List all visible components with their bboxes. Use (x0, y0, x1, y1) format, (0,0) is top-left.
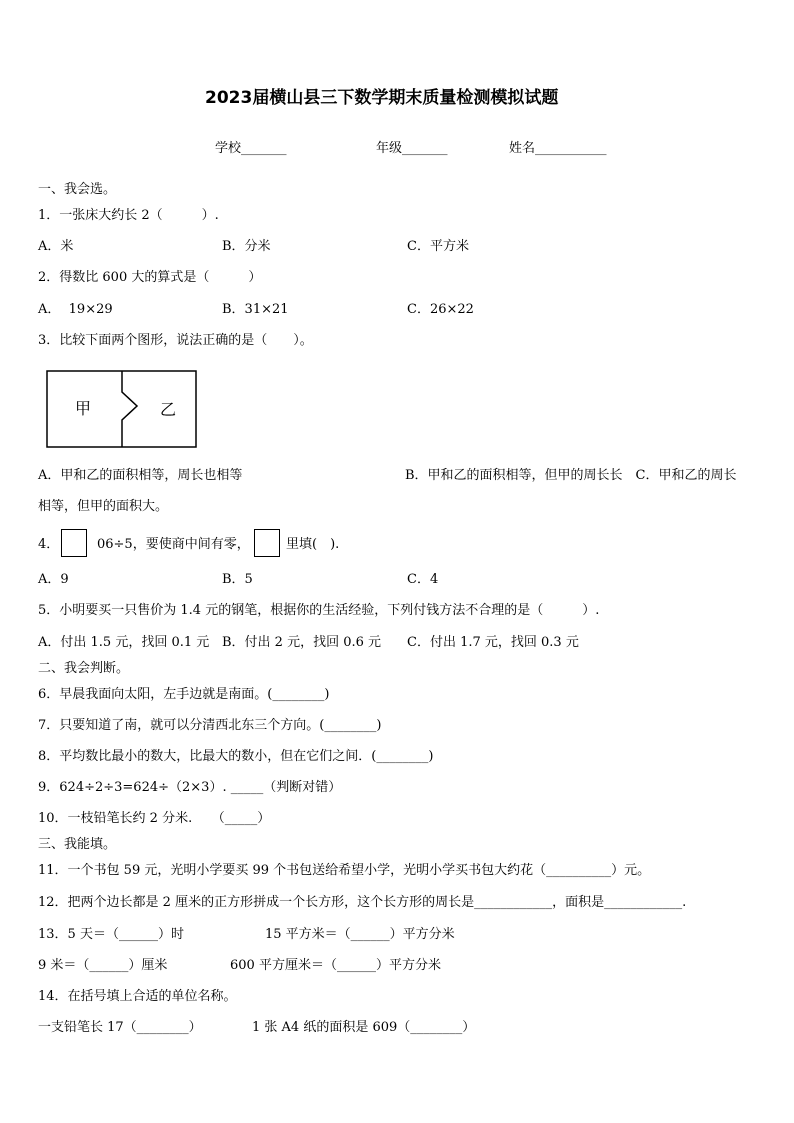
q4-option-a[interactable]: A．9 (38, 572, 69, 587)
q4-blank-box-2[interactable] (254, 529, 280, 557)
section-heading-choice: 一、我会选。 (38, 182, 117, 197)
question-4-end: 里填( ). (286, 537, 340, 552)
section-heading-judge: 二、我会判断。 (38, 661, 130, 676)
question-4-number: 4． (38, 537, 60, 552)
page-title: 2023届横山县三下数学期末质量检测模拟试题 (205, 88, 559, 108)
q4-option-b[interactable]: B．5 (222, 572, 253, 587)
q3-option-c-continued: 相等，但甲的面积大。 (38, 499, 169, 514)
question-9: 9．624÷2÷3=624÷（2×3）. _____（判断对错） (38, 780, 342, 795)
school-field[interactable]: 学校_______ (215, 141, 287, 156)
grade-field[interactable]: 年级_______ (376, 141, 448, 156)
question-7: 7．只要知道了南，就可以分清西北东三个方向。(________) (38, 718, 382, 733)
q5-option-c[interactable]: C．付出 1.7 元，找回 0.3 元 (407, 635, 579, 650)
section-heading-fill: 三、我能填。 (38, 837, 117, 852)
question-13-a: 13．5 天＝（______）时 (38, 927, 184, 942)
question-12: 12．把两个边长都是 2 厘米的正方形拼成一个长方形，这个长方形的周长是____________，面积是____________. (38, 895, 687, 910)
question-10: 10．一枝铅笔长约 2 分米. （_____） (38, 811, 271, 826)
q3-option-a[interactable]: A．甲和乙的面积相等，周长也相等 (38, 468, 243, 483)
q2-option-c[interactable]: C．26×22 (407, 302, 474, 317)
q2-option-a[interactable]: A． 19×29 (38, 302, 113, 317)
q4-option-c[interactable]: C．4 (407, 572, 439, 587)
question-13-d: 600 平方厘米＝（______）平方分米 (230, 958, 441, 973)
question-13-c: 9 米＝（______）厘米 (38, 958, 168, 973)
rectangle-split-diagram (46, 370, 197, 448)
question-1: 1．一张床大约长 2（ ）. (38, 208, 219, 223)
question-14: 14．在括号填上合适的单位名称。 (38, 989, 237, 1004)
question-11: 11．一个书包 59 元，光明小学要买 99 个书包送给希望小学，光明小学买书包大约花（__________）元。 (38, 863, 651, 878)
question-14-b: 1 张 A4 纸的面积是 609（________） (252, 1020, 476, 1035)
q5-option-a[interactable]: A．付出 1.5 元，找回 0.1 元 (38, 635, 210, 650)
q2-option-b[interactable]: B．31×21 (222, 302, 289, 317)
q1-option-a[interactable]: A．米 (38, 239, 74, 254)
q1-option-b[interactable]: B．分米 (222, 239, 271, 254)
question-3: 3．比较下面两个图形，说法正确的是（ ）。 (38, 333, 313, 348)
question-4-text: 06÷5，要使商中间有零， (97, 537, 250, 552)
q1-option-c[interactable]: C．平方米 (407, 239, 469, 254)
figure-label-jia: 甲 (75, 399, 92, 418)
shape-comparison-figure (46, 370, 197, 448)
q3-option-b-c[interactable]: B．甲和乙的面积相等，但甲的周长长 C．甲和乙的周长 (405, 468, 737, 483)
question-6: 6．早晨我面向太阳，左手边就是南面。(________) (38, 687, 330, 702)
q5-option-b[interactable]: B．付出 2 元，找回 0.6 元 (222, 635, 382, 650)
question-8: 8．平均数比最小的数大，比最大的数小，但在它们之间．(________) (38, 749, 434, 764)
question-2: 2．得数比 600 大的算式是（ ） (38, 270, 262, 285)
question-5: 5．小明要买一只售价为 1.4 元的钢笔，根据你的生活经验，下列付钱方法不合理的是（ ）. (38, 603, 600, 618)
name-field[interactable]: 姓名___________ (509, 141, 607, 156)
question-13-b: 15 平方米＝（______）平方分米 (265, 927, 455, 942)
question-14-a: 一支铅笔长 17（________） (38, 1020, 202, 1035)
figure-label-yi: 乙 (160, 400, 177, 419)
q4-blank-box-1[interactable] (61, 529, 87, 557)
